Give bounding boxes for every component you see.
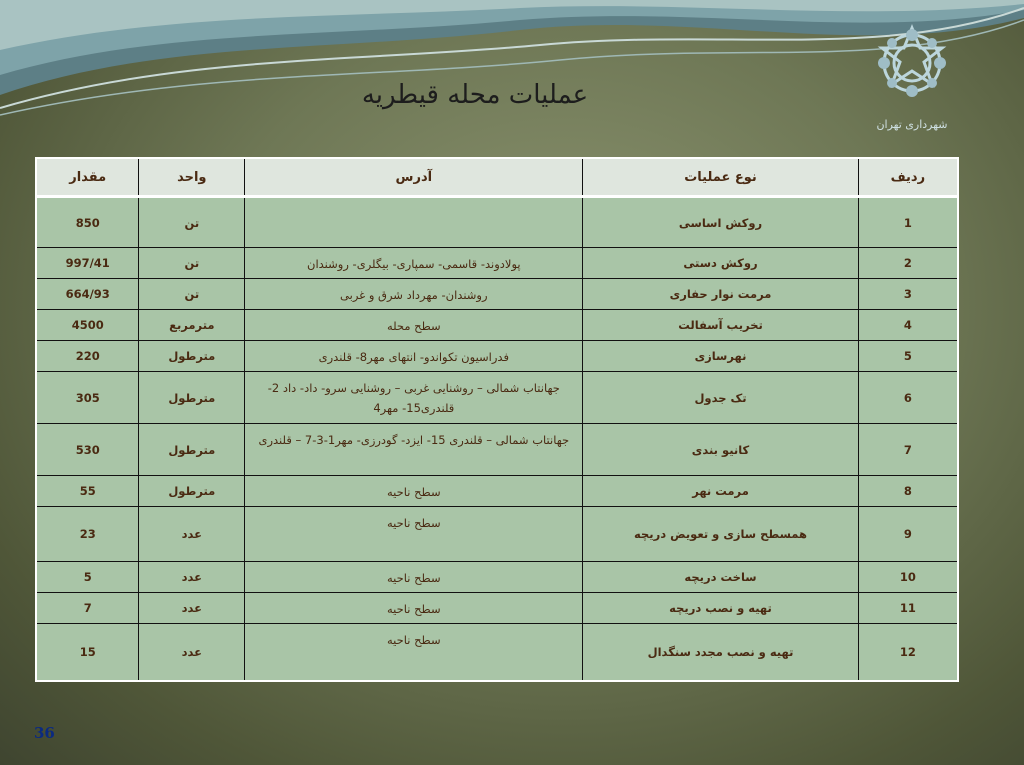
row-number-cell: 5 <box>858 341 958 372</box>
address-cell: سطح ناحیه <box>245 476 583 507</box>
table-row <box>36 424 958 476</box>
table-row <box>36 624 958 681</box>
table-row <box>36 197 958 248</box>
row-number-cell: 3 <box>858 279 958 310</box>
unit-cell: مترطول <box>139 476 245 507</box>
unit-cell: تن <box>139 248 245 279</box>
operation-type-cell: نهرسازی <box>583 341 858 372</box>
row-number-cell: 8 <box>858 476 958 507</box>
quantity-cell: 305 <box>36 372 139 424</box>
page-number: 36 <box>34 724 55 742</box>
operation-type-cell: تخریب آسفالت <box>583 310 858 341</box>
operation-type-cell: تهیه و نصب دریچه <box>583 593 858 624</box>
row-number-cell: 6 <box>858 372 958 424</box>
header-address: آدرس <box>245 158 583 197</box>
address-cell: سطح ناحیه <box>245 593 583 624</box>
table-row <box>36 593 958 624</box>
unit-cell: مترطول <box>139 372 245 424</box>
operation-type-cell: تهیه و نصب مجدد سنگدال <box>583 624 858 681</box>
address-cell: جهانتاب شمالی – قلندری 15- ایزد- گودرزی- مهر1-3-7 – قلندری <box>245 424 583 476</box>
address-cell: سطح محله <box>245 310 583 341</box>
unit-cell: مترطول <box>139 341 245 372</box>
quantity-cell: 15 <box>36 624 139 681</box>
table-row <box>36 341 958 372</box>
address-cell: سطح ناحیه <box>245 624 583 681</box>
table-row <box>36 562 958 593</box>
quantity-cell: 7 <box>36 593 139 624</box>
unit-cell: عدد <box>139 624 245 681</box>
operations-table <box>35 157 959 682</box>
operation-type-cell: مرمت نوار حفاری <box>583 279 858 310</box>
operation-type-cell: تک جدول <box>583 372 858 424</box>
header-unit: واحد <box>139 158 245 197</box>
table-row <box>36 372 958 424</box>
header-row-number: ردیف <box>858 158 958 197</box>
address-cell: سطح ناحیه <box>245 507 583 562</box>
address-cell: سطح ناحیه <box>245 562 583 593</box>
municipality-emblem-icon <box>872 18 952 138</box>
operation-type-cell: روکش اساسی <box>583 197 858 248</box>
unit-cell: تن <box>139 197 245 248</box>
unit-cell: عدد <box>139 593 245 624</box>
quantity-cell: 664/93 <box>36 279 139 310</box>
operations-table-container <box>35 157 959 682</box>
table-row <box>36 310 958 341</box>
table-row <box>36 476 958 507</box>
table-row <box>36 507 958 562</box>
row-number-cell: 9 <box>858 507 958 562</box>
quantity-cell: 997/41 <box>36 248 139 279</box>
row-number-cell: 2 <box>858 248 958 279</box>
unit-cell: مترمربع <box>139 310 245 341</box>
quantity-cell: 55 <box>36 476 139 507</box>
address-cell: پولادوند- قاسمی- سمپاری- بیگلری- روشندان <box>245 248 583 279</box>
slide-title: عملیات محله قیطریه <box>361 80 589 110</box>
table-header-row <box>36 158 958 197</box>
row-number-cell: 1 <box>858 197 958 248</box>
row-number-cell: 11 <box>858 593 958 624</box>
quantity-cell: 850 <box>36 197 139 248</box>
header-operation-type: نوع عملیات <box>583 158 858 197</box>
quantity-cell: 5 <box>36 562 139 593</box>
table-row <box>36 248 958 279</box>
operation-type-cell: کانیو بندی <box>583 424 858 476</box>
operation-type-cell: ساخت دریچه <box>583 562 858 593</box>
header-quantity: مقدار <box>36 158 139 197</box>
unit-cell: عدد <box>139 562 245 593</box>
operation-type-cell: روکش دستی <box>583 248 858 279</box>
row-number-cell: 10 <box>858 562 958 593</box>
unit-cell: عدد <box>139 507 245 562</box>
table-row <box>36 279 958 310</box>
emblem-caption: شهرداری تهران <box>876 118 948 131</box>
quantity-cell: 4500 <box>36 310 139 341</box>
operation-type-cell: مرمت نهر <box>583 476 858 507</box>
address-cell: روشندان- مهرداد شرق و غربی <box>245 279 583 310</box>
quantity-cell: 220 <box>36 341 139 372</box>
row-number-cell: 7 <box>858 424 958 476</box>
address-cell <box>245 197 583 248</box>
unit-cell: تن <box>139 279 245 310</box>
decorative-wave-header <box>0 0 1024 130</box>
row-number-cell: 12 <box>858 624 958 681</box>
address-cell: جهانتاب شمالی – روشنایی غربی – روشنایی سرو- داد- داد 2- قلندری15- مهر4 <box>245 372 583 424</box>
quantity-cell: 23 <box>36 507 139 562</box>
operation-type-cell: همسطح سازی و تعویض دریچه <box>583 507 858 562</box>
table-body <box>36 197 958 681</box>
unit-cell: مترطول <box>139 424 245 476</box>
row-number-cell: 4 <box>858 310 958 341</box>
address-cell: فدراسیون تکواندو- انتهای مهر8- قلندری <box>245 341 583 372</box>
quantity-cell: 530 <box>36 424 139 476</box>
